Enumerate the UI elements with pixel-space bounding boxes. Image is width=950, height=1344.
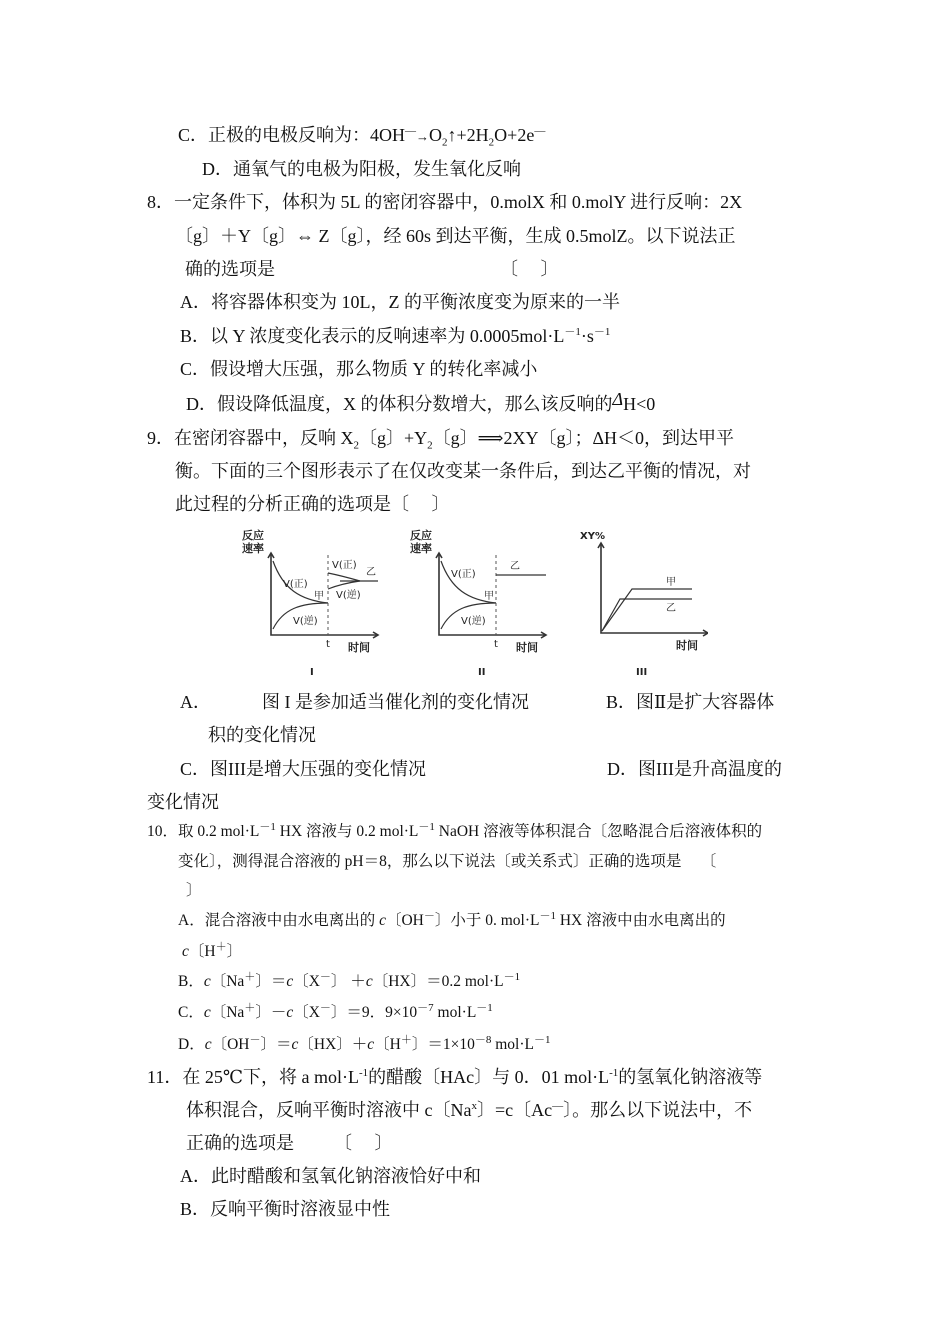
fig1-v-forward-2: V(正) [332,560,357,571]
figure-1 [242,528,378,678]
q10-stem-line2: 变化〕，测得混合溶液的 pH＝8，那么以下说法〔或关系式〕正确的选项是 〔 [178,853,717,870]
q7-option-c: C．正极的电极反响为：$4OH^—\to O_2↑+2H_2O+2e^—$ [178,125,546,149]
fig1-yi: 乙 [366,567,376,578]
fig2-ylabel-top: 反应 [410,529,432,542]
q10-option-a: A．混合溶液中由水电离出的 c〔OH－〕小于 0. $mol\cdot L^{-1}$ HX 溶液中由水电离出的 [178,909,726,929]
fig3-yi: 乙 [666,603,676,614]
q8-option-b: B．以 Y 浓度变化表示的反响速率为 $0.0005mol\cdot L^{-1}\cdot s^{-1}$ [180,326,611,346]
fig1-v-reverse: V(逆) [293,616,318,627]
q11-option-a: A．此时醋酸和氢氧化钠溶液恰好中和 [180,1166,481,1186]
q9-stem-line3: 此过程的分析正确的选项是〔 〕 [175,494,450,514]
figure-2 [410,528,546,678]
q10-option-d: D．c〔OH－〕＝c〔HX〕＋c〔H＋〕$=1\times 10^{-8}$ $mol\cdot L^{-1}$ [178,1033,551,1053]
q11-option-b: B．反响平衡时溶液显中性 [180,1199,391,1219]
q8-option-c: C．假设增大压强，那么物质 Y 的转化率减小 [180,359,538,379]
q9-stem-line2: 衡。下面的三个图形表示了在仅改变某一条件后，到达乙平衡的情况，对 [175,461,751,481]
fig3-jia: 甲 [666,577,676,588]
fig2-ylabel-bottom: 速率 [410,542,432,555]
q9-figures [238,525,708,680]
fig2-t: t [494,639,498,650]
q9-option-b-cont: 积的变化情况 [208,725,316,745]
q7-option-d: D．通氧气的电极为阳极，发生氧化反响 [202,159,521,179]
fig1-v-forward: V(正) [283,579,308,590]
fig3-time: 时间 [676,639,698,652]
q10-stem-line3: 〕 [186,882,202,899]
fig1-time: 时间 [348,641,370,654]
q10-option-b: B．c〔Na＋〕＝c〔X－〕 ＋c〔HX〕＝0.2 $mol\cdot L^{-1}$ [178,970,521,990]
fig3-label: III [636,667,648,678]
q11-stem-line3: 正确的选项是 [186,1133,294,1153]
q11-stem-line1: 11．在 25℃下，将 a $mol\cdot L^{-1}$的醋酸〔HAc〕与 0．01 $mol\cdot L^{-1}$的氢氧化钠溶液等 [147,1067,763,1087]
q9-option-d-cont: 变化情况 [147,792,219,812]
q8-stem-line1: 8．一定条件下，体积为 5L 的密闭容器中，0.molX 和 0.molY 进行反响：2X [147,192,743,212]
q8-stem-line2: 〔g〕＋Y〔g〕⇔ Z〔g〕，经 60s 到达平衡，生成 0.5molZ。以下说法正 [175,226,736,246]
q10-option-a-cont: c〔H＋〕 [182,940,243,960]
fig2-v-reverse: V(逆) [461,616,486,627]
q10-stem-line1: 10．取 0.2 $mol\cdot L^{-1}$ HX 溶液与 0.2 $mol\cdot L^{-1}$ NaOH 溶液等体积混合〔忽略混合后溶液体积的 [147,820,763,840]
fig2-v-forward: V(正) [451,569,476,580]
fig1-jia: 甲 [314,591,324,602]
fig2-time: 时间 [516,641,538,654]
q8-option-d: D．假设降低温度，X 的体积分数增大，那么该反响的ΔH<0 [186,389,656,414]
q11-stem-line2: 体积混合，反响平衡时溶液中 c〔$Na^x$〕=c〔Ac—〕。那么以下说法中，不 [186,1100,753,1120]
q9-stem-line1: 9．在密闭容器中，反响 $X_2$〔g〕$+Y_2$〔g〕⟹2XY〔g〕；ΔH＜0，到达甲平 [147,428,735,452]
q9-option-a: 图 I 是参加适当催化剂的变化情况 [262,692,529,712]
fig2-label: II [478,667,486,678]
fig1-ylabel-bottom: 速率 [242,542,264,555]
figure-3 [580,531,708,678]
fig1-v-reverse-2: V(逆) [336,590,361,601]
q9-option-c: C．图III是增大压强的变化情况 [180,759,426,779]
fig1-ylabel-top: 反应 [242,529,264,542]
q11-answer-bracket: 〔 〕 [334,1133,393,1153]
q10-option-c: C．c〔Na＋〕－c〔X－〕＝9．$9\times 10^{-7}$ $mol\cdot L^{-1}$ [178,1001,493,1021]
fig1-label: I [310,667,314,678]
fig2-yi: 乙 [510,561,520,572]
q9-option-a-label: A． [180,692,211,712]
q9-option-b: B．图Ⅱ是扩大容器体 [606,692,775,712]
fig1-t: t [326,639,330,650]
fig3-ylabel: XY% [580,531,605,542]
q8-answer-bracket: 〔 〕 [500,259,559,279]
q8-option-a: A．将容器体积变为 10L，Z 的平衡浓度变为原来的一半 [180,292,620,312]
q9-option-d: D．图III是升高温度的 [607,759,782,779]
fig2-jia: 甲 [484,591,494,602]
q8-stem-line3: 确的选项是 [185,259,275,279]
